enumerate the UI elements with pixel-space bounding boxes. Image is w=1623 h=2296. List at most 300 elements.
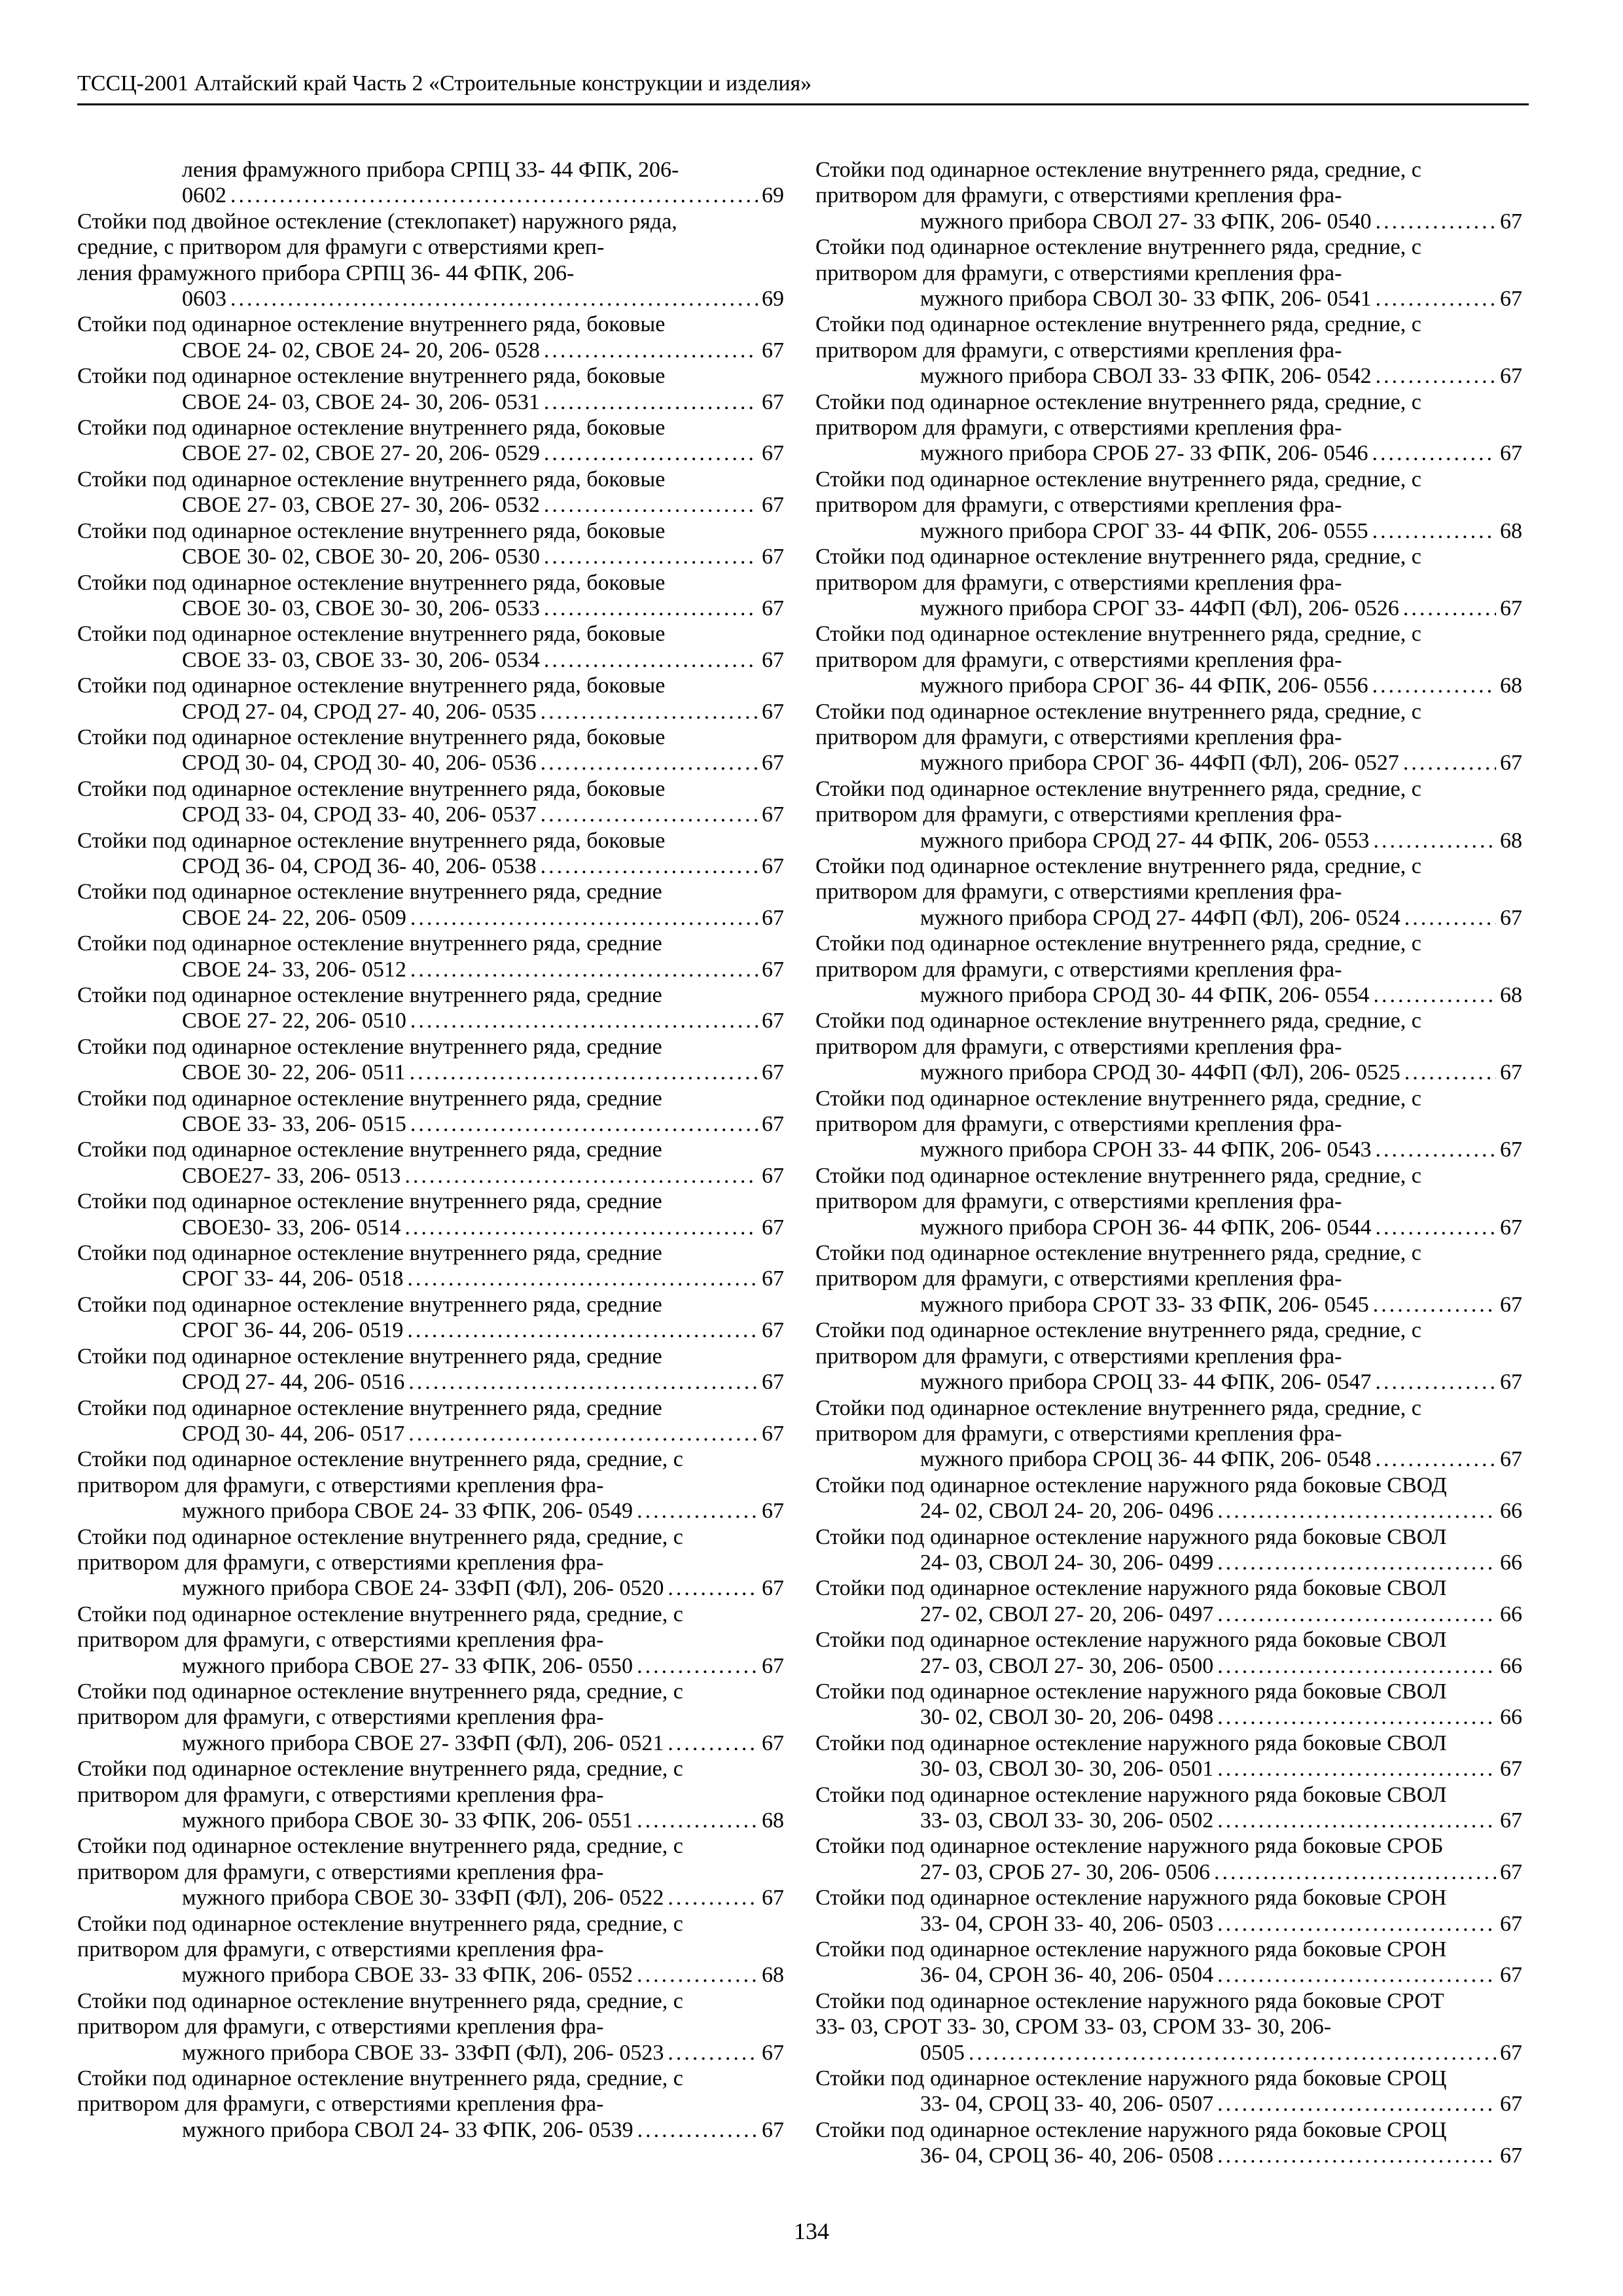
index-entry-line: Стойки под одинарное остекление наружного ряда боковые СВОЛ bbox=[815, 1782, 1447, 1807]
index-entry-page: 67 bbox=[1500, 1757, 1522, 1782]
dot-leader bbox=[1376, 209, 1496, 234]
index-entry-line: Стойки под одинарное остекление внутреннего ряда, боковые bbox=[77, 776, 666, 801]
index-entry-page: 67 bbox=[1500, 2040, 1522, 2065]
index-entry-line: притвором для фрамуги, с отверстиями крепления фра- bbox=[77, 1782, 604, 1807]
index-entry-text: мужного прибора СРОЦ 33- 44 ФПК, 206- 0547 bbox=[920, 1370, 1372, 1395]
index-entry-page: 67 bbox=[1500, 1292, 1522, 1317]
index-entry-line: притвором для фрамуги, с отверстиями крепления фра- bbox=[815, 647, 1342, 672]
index-entry-last-line bbox=[920, 209, 1522, 234]
index-entry-page: 67 bbox=[1500, 1060, 1522, 1085]
index-entry-text: СВОЕ 24- 02, СВОЕ 24- 20, 206- 0528 bbox=[182, 338, 540, 363]
index-entry-line: Стойки под одинарное остекление внутреннего ряда, средние, с bbox=[815, 158, 1421, 182]
index-entry bbox=[77, 982, 784, 1034]
index-entry-page: 67 bbox=[762, 389, 784, 414]
index-entry-last-line bbox=[920, 1911, 1522, 1937]
index-entry-last-line bbox=[182, 492, 784, 518]
index-entry-page: 67 bbox=[1500, 1447, 1522, 1472]
index-entry-last-line bbox=[920, 1060, 1522, 1085]
index-entry-last-line bbox=[920, 905, 1522, 931]
index-entry bbox=[815, 1782, 1522, 1834]
index-entry bbox=[815, 312, 1522, 389]
index-entry-last-line bbox=[182, 905, 784, 931]
dot-leader bbox=[1214, 1859, 1496, 1885]
index-entry-text: 27- 03, СВОЛ 27- 30, 206- 0500 bbox=[920, 1653, 1214, 1678]
index-entry-line: Стойки под одинарное остекление внутреннего ряда, боковые bbox=[77, 673, 666, 698]
index-entry-line: Стойки под одинарное остекление наружного ряда боковые СВОЛ bbox=[815, 1524, 1447, 1549]
index-entry-line: Стойки под одинарное остекление внутреннего ряда, боковые bbox=[77, 828, 666, 853]
index-entry bbox=[815, 1473, 1522, 1524]
dot-leader bbox=[1375, 1446, 1496, 1472]
index-entry-text: СВОЕ30- 33, 206- 0514 bbox=[182, 1215, 401, 1240]
index-entry-line: притвором для фрамуги, с отверстиями крепления фра- bbox=[815, 260, 1342, 285]
index-entry-line: Стойки под одинарное остекление наружного ряда боковые СВОЛ bbox=[815, 1731, 1447, 1755]
index-entry-page: 67 bbox=[762, 1266, 784, 1291]
dot-leader bbox=[410, 1060, 758, 1085]
dot-leader bbox=[544, 647, 758, 673]
index-entry-text: мужного прибора СРОГ 33- 44 ФПК, 206- 0555 bbox=[920, 518, 1368, 543]
index-entry-page: 67 bbox=[762, 1886, 784, 1910]
index-entry-page: 67 bbox=[762, 751, 784, 776]
index-entry-page: 68 bbox=[1500, 518, 1522, 543]
index-entry-page: 67 bbox=[1500, 364, 1522, 389]
index-entry bbox=[815, 1679, 1522, 1731]
index-entry-line: Стойки под одинарное остекление наружного ряда боковые СРОБ bbox=[815, 1834, 1444, 1859]
index-entry-line: Стойки под одинарное остекление внутреннего ряда, средние, с bbox=[815, 1009, 1421, 1033]
dot-leader bbox=[637, 1653, 758, 1679]
index-entry-last-line bbox=[182, 338, 784, 363]
dot-leader bbox=[1404, 1060, 1496, 1085]
index-entry-line: притвором для фрамуги, с отверстиями крепления фра- bbox=[815, 1266, 1342, 1291]
index-entry-text: мужного прибора СРОЦ 36- 44 ФПК, 206- 0548 bbox=[920, 1447, 1372, 1472]
index-entry-last-line bbox=[920, 1137, 1522, 1162]
index-entry-last-line bbox=[182, 1318, 784, 1343]
index-entry bbox=[815, 1988, 1522, 2066]
index-entry bbox=[77, 570, 784, 622]
dot-leader bbox=[1217, 1550, 1496, 1575]
dot-leader bbox=[541, 802, 758, 827]
index-entry-last-line bbox=[920, 1215, 1522, 1240]
index-entry-text: СВОЕ 33- 33, 206- 0515 bbox=[182, 1112, 406, 1137]
index-entry-line: притвором для фрамуги, с отверстиями крепления фра- bbox=[77, 1705, 604, 1730]
index-entry-last-line bbox=[920, 1808, 1522, 1833]
index-entry-page: 66 bbox=[1500, 1499, 1522, 1524]
index-entry-line: притвором для фрамуги, с отверстиями крепления фра- bbox=[815, 570, 1342, 595]
index-entry-text: 33- 03, СВОЛ 33- 30, 206- 0502 bbox=[920, 1808, 1214, 1833]
dot-leader bbox=[410, 905, 758, 931]
index-entry-line: Стойки под одинарное остекление внутреннего ряда, средние, с bbox=[815, 853, 1421, 878]
dot-leader bbox=[1217, 1704, 1496, 1730]
index-entry-page: 67 bbox=[762, 2040, 784, 2065]
index-entry-line: ления фрамужного прибора СРПЦ 33- 44 ФПК, 206- bbox=[182, 158, 679, 182]
index-entry-line: притвором для фрамуги, с отверстиями крепления фра- bbox=[815, 802, 1342, 827]
index-entry bbox=[815, 1937, 1522, 1988]
index-entry-page: 67 bbox=[762, 596, 784, 620]
index-entry-last-line bbox=[920, 982, 1522, 1008]
index-entry-line: Стойки под одинарное остекление внутреннего ряда, боковые bbox=[77, 467, 666, 492]
index-entry bbox=[77, 1756, 784, 1833]
index-entry-text: мужного прибора СВОЕ 24- 33ФП (ФЛ), 206- 0520 bbox=[182, 1576, 664, 1601]
index-entry-text: СВОЕ 33- 03, СВОЕ 33- 30, 206- 0534 bbox=[182, 647, 540, 672]
index-entry-last-line bbox=[182, 1060, 784, 1085]
index-entry-page: 68 bbox=[1500, 983, 1522, 1007]
index-entry-last-line bbox=[920, 1704, 1522, 1730]
index-entry-last-line bbox=[920, 1756, 1522, 1782]
index-entry bbox=[77, 209, 784, 312]
index-entry bbox=[815, 234, 1522, 312]
index-entry-page: 66 bbox=[1500, 1653, 1522, 1678]
index-entry-line: Стойки под одинарное остекление внутреннего ряда, средние, с bbox=[77, 1988, 683, 2013]
index-entry-text: мужного прибора СВОЕ 27- 33 ФПК, 206- 0550 bbox=[182, 1653, 633, 1678]
index-entry-page: 67 bbox=[1500, 1138, 1522, 1162]
index-entry-line: Стойки под одинарное остекление внутреннего ряда, средние, с bbox=[815, 467, 1421, 492]
index-entry-line: Стойки под одинарное остекление внутреннего ряда, средние, с bbox=[815, 622, 1421, 647]
index-entry-page: 67 bbox=[762, 1499, 784, 1524]
index-entry-last-line bbox=[920, 363, 1522, 389]
index-entry-line: Стойки под одинарное остекление внутреннего ряда, боковые bbox=[77, 364, 666, 389]
index-entry-line: притвором для фрамуги, с отверстиями крепления фра- bbox=[77, 2015, 604, 2039]
index-entry-text: мужного прибора СВОЕ 33- 33ФП (ФЛ), 206- 0523 bbox=[182, 2040, 664, 2065]
dot-leader bbox=[544, 338, 758, 363]
dot-leader bbox=[1217, 1962, 1496, 1988]
index-entry-line: притвором для фрамуги, с отверстиями крепления фра- bbox=[815, 1112, 1342, 1137]
index-entry-text: мужного прибора СРОГ 36- 44 ФПК, 206- 0556 bbox=[920, 673, 1368, 698]
index-entry-page: 67 bbox=[1500, 905, 1522, 930]
index-entry-last-line bbox=[182, 1215, 784, 1240]
index-entry-last-line bbox=[920, 518, 1522, 544]
index-entry bbox=[815, 1318, 1522, 1395]
dot-leader bbox=[1217, 1602, 1496, 1627]
header-rule bbox=[77, 103, 1529, 105]
index-entry-last-line bbox=[182, 389, 784, 415]
dot-leader bbox=[230, 183, 758, 208]
index-entry bbox=[815, 2117, 1522, 2169]
index-entry-text: 0505 bbox=[920, 2040, 965, 2065]
index-entry-last-line bbox=[182, 1962, 784, 1988]
index-entry bbox=[77, 1395, 784, 1447]
index-entry-text: 30- 03, СВОЛ 30- 30, 206- 0501 bbox=[920, 1757, 1214, 1782]
index-entry-line: Стойки под одинарное остекление внутреннего ряда, средние, с bbox=[77, 1911, 683, 1936]
index-entry-last-line bbox=[182, 1885, 784, 1910]
dot-leader bbox=[230, 286, 758, 312]
index-entry-text: 33- 04, СРОЦ 33- 40, 206- 0507 bbox=[920, 2092, 1214, 2117]
dot-leader bbox=[1217, 1911, 1496, 1937]
index-entry-page: 67 bbox=[762, 1009, 784, 1033]
index-entry-line: притвором для фрамуги, с отверстиями крепления фра- bbox=[77, 1628, 604, 1653]
dot-leader bbox=[541, 699, 758, 725]
dot-leader bbox=[404, 1215, 758, 1240]
index-entry bbox=[815, 1627, 1522, 1679]
index-entry-page: 67 bbox=[1500, 1859, 1522, 1884]
index-entry-line: Стойки под одинарное остекление внутреннего ряда, средние, с bbox=[77, 1447, 683, 1472]
index-entry-last-line bbox=[182, 544, 784, 569]
index-entry-text: мужного прибора СРОБ 27- 33 ФПК, 206- 0546 bbox=[920, 441, 1368, 466]
dot-leader bbox=[407, 1266, 758, 1291]
index-entry-line: Стойки под одинарное остекление внутреннего ряда, средние, с bbox=[77, 1679, 683, 1704]
dot-leader bbox=[1376, 363, 1496, 389]
index-entry-page: 66 bbox=[1500, 1705, 1522, 1730]
index-entry bbox=[77, 363, 784, 415]
index-entry-last-line bbox=[182, 1266, 784, 1291]
page-number: 134 bbox=[794, 2218, 829, 2244]
index-entry bbox=[77, 1446, 784, 1524]
index-entry-line: 33- 03, СРОТ 33- 30, СРОМ 33- 03, СРОМ 33- 30, 206- bbox=[815, 2015, 1332, 2039]
dot-leader bbox=[1404, 905, 1496, 931]
index-entry bbox=[815, 389, 1522, 467]
index-entry-line: Стойки под одинарное остекление внутреннего ряда, средние bbox=[77, 1034, 662, 1059]
index-entry-text: мужного прибора СРОТ 33- 33 ФПК, 206- 0545 bbox=[920, 1292, 1369, 1317]
index-entry-last-line bbox=[920, 1859, 1522, 1885]
index-entry-last-line bbox=[182, 957, 784, 982]
index-entry-page: 67 bbox=[762, 1318, 784, 1343]
index-entry-page: 68 bbox=[762, 1808, 784, 1833]
index-entry-line: притвором для фрамуги, с отверстиями крепления фра- bbox=[815, 1034, 1342, 1059]
index-entry-text: 36- 04, СРОН 36- 40, 206- 0504 bbox=[920, 1963, 1214, 1988]
index-entry-page: 66 bbox=[1500, 1602, 1522, 1626]
dot-leader bbox=[544, 440, 758, 466]
index-entry-page: 67 bbox=[1500, 1215, 1522, 1240]
index-entry-line: средние, с притвором для фрамуги с отверстиями креп- bbox=[77, 235, 605, 260]
index-entry-page: 67 bbox=[1500, 1963, 1522, 1988]
index-entry-text: мужного прибора СВОЛ 30- 33 ФПК, 206- 0541 bbox=[920, 287, 1372, 312]
index-entry-page: 67 bbox=[762, 441, 784, 466]
index-entry-page: 68 bbox=[1500, 673, 1522, 698]
index-entry-last-line bbox=[920, 2143, 1522, 2168]
index-entry bbox=[815, 544, 1522, 621]
index-entry-line: Стойки под одинарное остекление внутреннего ряда, боковые bbox=[77, 518, 666, 543]
index-entry-text: СРОД 30- 04, СРОД 30- 40, 206- 0536 bbox=[182, 751, 537, 776]
index-entry-last-line bbox=[182, 1498, 784, 1524]
dot-leader bbox=[969, 2040, 1496, 2066]
index-entry bbox=[815, 621, 1522, 698]
index-entry bbox=[77, 1189, 784, 1240]
index-entry bbox=[77, 931, 784, 982]
index-entry-text: мужного прибора СВОЕ 30- 33 ФПК, 206- 0551 bbox=[182, 1808, 633, 1833]
index-column-right bbox=[815, 157, 1522, 2169]
dot-leader bbox=[407, 1318, 758, 1343]
index-entry bbox=[77, 1833, 784, 1910]
index-entry-text: СРОГ 33- 44, 206- 0518 bbox=[182, 1266, 404, 1291]
index-entry-line: Стойки под одинарное остекление внутреннего ряда, средние, с bbox=[815, 545, 1421, 569]
index-entry-line: Стойки под одинарное остекление внутреннего ряда, средние, с bbox=[815, 1086, 1421, 1111]
index-entry bbox=[815, 776, 1522, 853]
index-entry-last-line bbox=[920, 1292, 1522, 1318]
index-entry-last-line bbox=[920, 1446, 1522, 1472]
index-column-left bbox=[77, 157, 784, 2143]
index-entry-last-line bbox=[182, 750, 784, 776]
index-entry-line: Стойки под одинарное остекление внутреннего ряда, средние bbox=[77, 1138, 662, 1162]
index-entry-last-line bbox=[182, 1421, 784, 1446]
index-entry-last-line bbox=[182, 1731, 784, 1756]
index-entry-page: 66 bbox=[1500, 1550, 1522, 1575]
index-entry-text: 0603 bbox=[182, 287, 226, 312]
index-entry-text: мужного прибора СРОГ 33- 44ФП (ФЛ), 206- 0526 bbox=[920, 596, 1399, 620]
index-entry bbox=[815, 1575, 1522, 1627]
dot-leader bbox=[408, 1369, 758, 1395]
index-entry-last-line bbox=[182, 1575, 784, 1601]
index-entry-line: Стойки под одинарное остекление внутреннего ряда, боковые bbox=[77, 622, 666, 647]
index-entry-line: Стойки под одинарное остекление внутреннего ряда, средние bbox=[77, 880, 662, 905]
index-entry bbox=[77, 2066, 784, 2143]
index-entry-last-line bbox=[182, 1111, 784, 1137]
index-entry bbox=[77, 1602, 784, 1679]
index-entry bbox=[815, 1524, 1522, 1576]
index-entry-line: притвором для фрамуги, с отверстиями крепления фра- bbox=[815, 416, 1342, 440]
index-entry-last-line bbox=[920, 1962, 1522, 1988]
dot-leader bbox=[1217, 1756, 1496, 1782]
index-entry-line: притвором для фрамуги, с отверстиями крепления фра- bbox=[815, 1189, 1342, 1214]
index-entry-line: притвором для фрамуги, с отверстиями крепления фра- bbox=[77, 1550, 604, 1575]
index-entry bbox=[77, 673, 784, 725]
index-entry-text: 30- 02, СВОЛ 30- 20, 206- 0498 bbox=[920, 1705, 1214, 1730]
index-entry-page: 67 bbox=[1500, 2092, 1522, 2117]
index-entry-text: СВОЕ 30- 03, СВОЕ 30- 30, 206- 0533 bbox=[182, 596, 540, 620]
index-entry-line: Стойки под одинарное остекление наружного ряда боковые СРОН bbox=[815, 1886, 1447, 1910]
dot-leader bbox=[1403, 596, 1496, 621]
index-entry-line: притвором для фрамуги, с отверстиями крепления фра- bbox=[815, 1344, 1342, 1369]
index-entry-line: Стойки под одинарное остекление внутреннего ряда, средние bbox=[77, 1344, 662, 1369]
index-entry-last-line bbox=[182, 183, 784, 208]
index-entry-page: 67 bbox=[1500, 1911, 1522, 1936]
index-entry-line: Стойки под одинарное остекление внутреннего ряда, средние, с bbox=[815, 699, 1421, 724]
index-entry-page: 67 bbox=[762, 1421, 784, 1446]
index-entry-page: 67 bbox=[762, 1060, 784, 1085]
index-entry-last-line bbox=[182, 853, 784, 879]
dot-leader bbox=[1375, 1369, 1496, 1395]
dot-leader bbox=[1403, 750, 1496, 776]
index-entry-page: 68 bbox=[762, 1963, 784, 1988]
dot-leader bbox=[1372, 673, 1496, 698]
index-entry-text: СВОЕ27- 33, 206- 0513 bbox=[182, 1163, 401, 1188]
index-entry-line: Стойки под одинарное остекление наружного ряда боковые СРОН bbox=[815, 1937, 1447, 1962]
index-entry bbox=[815, 1395, 1522, 1473]
index-entry-text: мужного прибора СВОЕ 24- 33 ФПК, 206- 0549 bbox=[182, 1499, 633, 1524]
index-entry bbox=[815, 1163, 1522, 1240]
index-entry-text: мужного прибора СРОД 27- 44 ФПК, 206- 0553 bbox=[920, 828, 1370, 853]
index-entry-line: Стойки под одинарное остекление наружного ряда боковые СВОЛ bbox=[815, 1628, 1447, 1653]
index-entry-line: Стойки под одинарное остекление наружного ряда боковые СВОЛ bbox=[815, 1576, 1447, 1601]
index-entry bbox=[815, 699, 1522, 776]
index-entry-line: Стойки под одинарное остекление наружного ряда боковые СРОТ bbox=[815, 1988, 1444, 2013]
index-entry-text: 27- 02, СВОЛ 27- 20, 206- 0497 bbox=[920, 1602, 1214, 1626]
index-entry bbox=[77, 467, 784, 518]
index-entry-text: СРОГ 36- 44, 206- 0519 bbox=[182, 1318, 404, 1343]
index-entry-page: 67 bbox=[762, 1370, 784, 1395]
index-entry-last-line bbox=[920, 1653, 1522, 1679]
index-entry bbox=[815, 1240, 1522, 1318]
index-entry-page: 67 bbox=[1500, 596, 1522, 620]
dot-leader bbox=[637, 2117, 758, 2143]
index-entry bbox=[77, 1679, 784, 1756]
index-entry-text: СВОЕ 30- 02, СВОЕ 30- 20, 206- 0530 bbox=[182, 545, 540, 569]
index-entry bbox=[77, 1137, 784, 1189]
index-entry-text: мужного прибора СРОД 27- 44ФП (ФЛ), 206- 0524 bbox=[920, 905, 1400, 930]
index-entry-page: 69 bbox=[762, 183, 784, 208]
index-entry-text: мужного прибора СРОГ 36- 44ФП (ФЛ), 206- 0527 bbox=[920, 751, 1399, 776]
index-entry-last-line bbox=[920, 1498, 1522, 1524]
index-entry-line: притвором для фрамуги, с отверстиями крепления фра- bbox=[77, 1937, 604, 1962]
index-entry-text: СВОЕ 24- 33, 206- 0512 bbox=[182, 957, 406, 982]
index-entry-text: СВОЕ 24- 22, 206- 0509 bbox=[182, 905, 406, 930]
index-entry-text: СРОД 33- 04, СРОД 33- 40, 206- 0537 bbox=[182, 802, 537, 827]
index-entry-page: 67 bbox=[762, 2117, 784, 2142]
index-entry-line: Стойки под одинарное остекление внутреннего ряда, средние, с bbox=[77, 1602, 683, 1626]
index-entry-page: 67 bbox=[762, 905, 784, 930]
index-entry bbox=[77, 1988, 784, 2066]
dot-leader bbox=[668, 1731, 758, 1756]
dot-leader bbox=[408, 1421, 758, 1446]
index-entry bbox=[815, 1833, 1522, 1885]
index-entry-line: Стойки под одинарное остекление внутреннего ряда, средние, с bbox=[815, 1241, 1421, 1266]
dot-leader bbox=[637, 1962, 758, 1988]
index-entry bbox=[815, 1086, 1522, 1163]
index-entry-last-line bbox=[182, 1369, 784, 1395]
index-entry bbox=[77, 725, 784, 776]
dot-leader bbox=[410, 957, 758, 982]
index-entry-last-line bbox=[920, 1602, 1522, 1627]
index-entry-line: притвором для фрамуги, с отверстиями крепления фра- bbox=[815, 957, 1342, 982]
dot-leader bbox=[1372, 518, 1496, 544]
dot-leader bbox=[544, 544, 758, 569]
index-entry-last-line bbox=[182, 699, 784, 725]
index-entry-page: 67 bbox=[762, 802, 784, 827]
index-entry-line: Стойки под одинарное остекление внутреннего ряда, средние bbox=[77, 1241, 662, 1266]
index-entry bbox=[77, 1292, 784, 1344]
index-entry-line: Стойки под одинарное остекление наружного ряда боковые СРОЦ bbox=[815, 2066, 1447, 2091]
index-entry-line: Стойки под одинарное остекление внутреннего ряда, средние bbox=[77, 1395, 662, 1420]
index-entry-last-line bbox=[920, 828, 1522, 853]
index-entry-page: 67 bbox=[762, 853, 784, 878]
dot-leader bbox=[410, 1111, 758, 1137]
index-entry-text: мужного прибора СРОН 33- 44 ФПК, 206- 0543 bbox=[920, 1138, 1372, 1162]
index-entry bbox=[815, 931, 1522, 1008]
index-entry-last-line bbox=[920, 750, 1522, 776]
index-entry-last-line bbox=[920, 286, 1522, 312]
index-entry-text: мужного прибора СРОД 30- 44ФП (ФЛ), 206- 0525 bbox=[920, 1060, 1400, 1085]
index-entry bbox=[815, 1731, 1522, 1782]
index-entry-line: притвором для фрамуги, с отверстиями крепления фра- bbox=[815, 725, 1342, 749]
dot-leader bbox=[637, 1498, 758, 1524]
index-entry-line: Стойки под одинарное остекление внутреннего ряда, средние, с bbox=[815, 235, 1421, 260]
index-entry-page: 67 bbox=[762, 1163, 784, 1188]
index-entry-last-line bbox=[920, 596, 1522, 621]
index-entry-last-line bbox=[182, 596, 784, 621]
dot-leader bbox=[1373, 1292, 1496, 1318]
index-entry-text: 0602 bbox=[182, 183, 226, 208]
index-entry-line: Стойки под одинарное остекление наружного ряда боковые СРОЦ bbox=[815, 2117, 1447, 2142]
index-entry-line: Стойки под одинарное остекление внутреннего ряда, средние bbox=[77, 983, 662, 1007]
index-entry-line: Стойки под одинарное остекление внутреннего ряда, средние, с bbox=[77, 2066, 683, 2091]
index-entry-line: Стойки под одинарное остекление внутреннего ряда, средние bbox=[77, 931, 662, 956]
index-entry-text: СРОД 30- 44, 206- 0517 bbox=[182, 1421, 405, 1446]
index-entry-line: Стойки под одинарное остекление внутреннего ряда, средние, с bbox=[77, 1757, 683, 1782]
index-entry-last-line bbox=[182, 1008, 784, 1033]
index-entry bbox=[77, 1911, 784, 1988]
index-entry-line: Стойки под одинарное остекление наружного ряда боковые СВОЛ bbox=[815, 1679, 1447, 1704]
dot-leader bbox=[668, 1885, 758, 1910]
page-header-title: ТССЦ-2001 Алтайский край Часть 2 «Строительные конструкции и изделия» bbox=[77, 71, 812, 96]
index-entry-page: 67 bbox=[762, 699, 784, 724]
index-entry-last-line bbox=[182, 2117, 784, 2143]
index-entry-page: 67 bbox=[1500, 2144, 1522, 2168]
dot-leader bbox=[668, 2040, 758, 2066]
index-entry-last-line bbox=[920, 1369, 1522, 1395]
index-entry-line: Стойки под одинарное остекление внутреннего ряда, средние, с bbox=[815, 389, 1421, 414]
index-entry-line: Стойки под одинарное остекление внутреннего ряда, боковые bbox=[77, 312, 666, 337]
index-entry-text: СВОЕ 24- 03, СВОЕ 24- 30, 206- 0531 bbox=[182, 389, 540, 414]
index-entry-text: мужного прибора СРОН 36- 44 ФПК, 206- 0544 bbox=[920, 1215, 1372, 1240]
index-entry bbox=[77, 1240, 784, 1292]
dot-leader bbox=[1375, 1137, 1496, 1162]
